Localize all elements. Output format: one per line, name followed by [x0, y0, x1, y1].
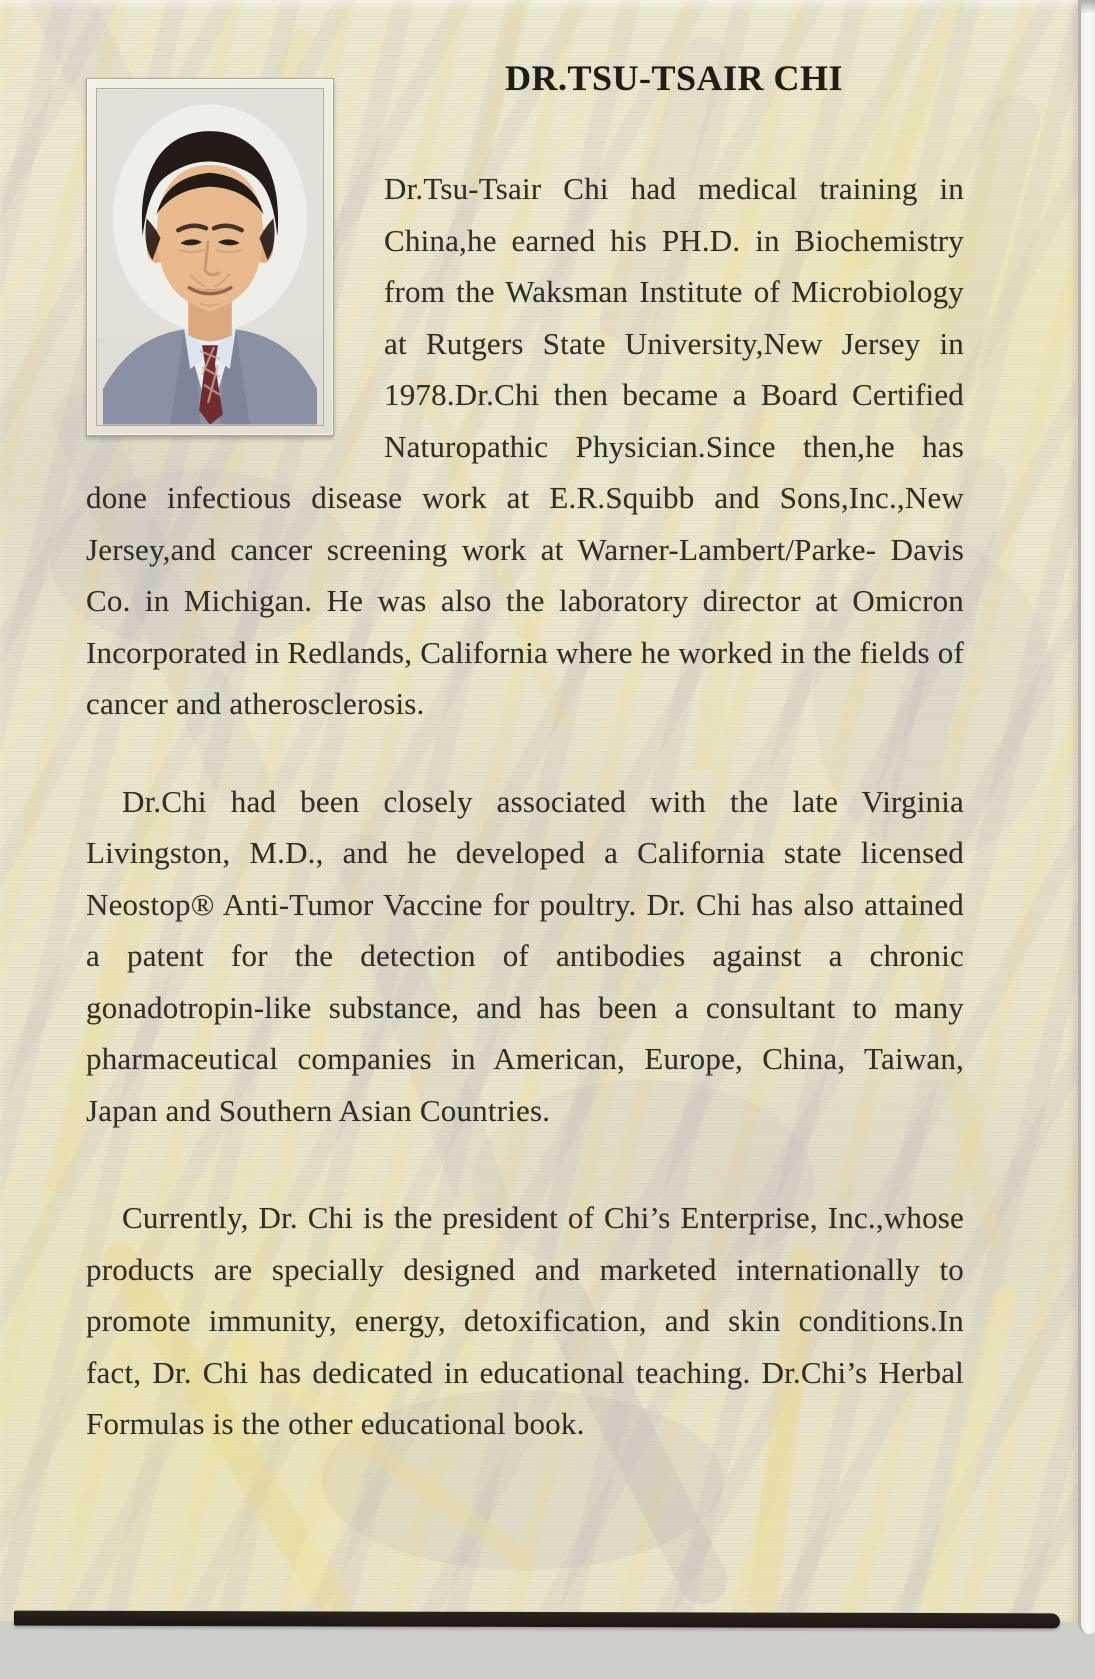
author-portrait-photo: [96, 88, 324, 426]
page-edge-highlight: [1078, 0, 1095, 1634]
author-photo-frame: [86, 78, 334, 436]
book-edge-shadow: [14, 1611, 1060, 1629]
page-title: DR.TSU-TSAIR CHI: [504, 58, 844, 98]
bio-paragraph-1: Dr.Tsu-Tsair Chi had medical training in China,he earned his PH.D. in Biochemistry from the Waksman Institute of Microbiology at Rutgers State University,New Jersey in 1978.Dr.Chi then became a Board Certified Naturopathic Physician.Since then,he has done infectious disease work at E.R.Squibb and Sons,Inc.,New Jersey,and cancer screening work at Warner-Lambert/Parke- Davis Co. in Michigan. He was also the laboratory director at Omicron Incorporated in Redlands, California where he worked in the fields of cancer and atherosclerosis.: [86, 171, 964, 721]
bio-paragraph-2: Dr.Chi had been closely associated with the late Virginia Livingston, M.D., and he developed a California state licensed Neostop® Anti-Tumor Vaccine for poultry. Dr. Chi has also attained a patent for the detection of antibodies against a chronic gonadotropin-like substance, and has been a consultant to many pharmaceutical companies in American, Europe, China, Taiwan, Japan and Southern Asian Countries.: [86, 783, 964, 1128]
bio-paragraph-3: Currently, Dr. Chi is the president of Chi’s Enterprise, Inc.,whose products are specially designed and marketed internationally to promote immunity, energy, detoxification, and skin conditions.In fact, Dr. Chi has dedicated in educational teaching. Dr.Chi’s Herbal Formulas is the other educational book.: [86, 1200, 964, 1441]
